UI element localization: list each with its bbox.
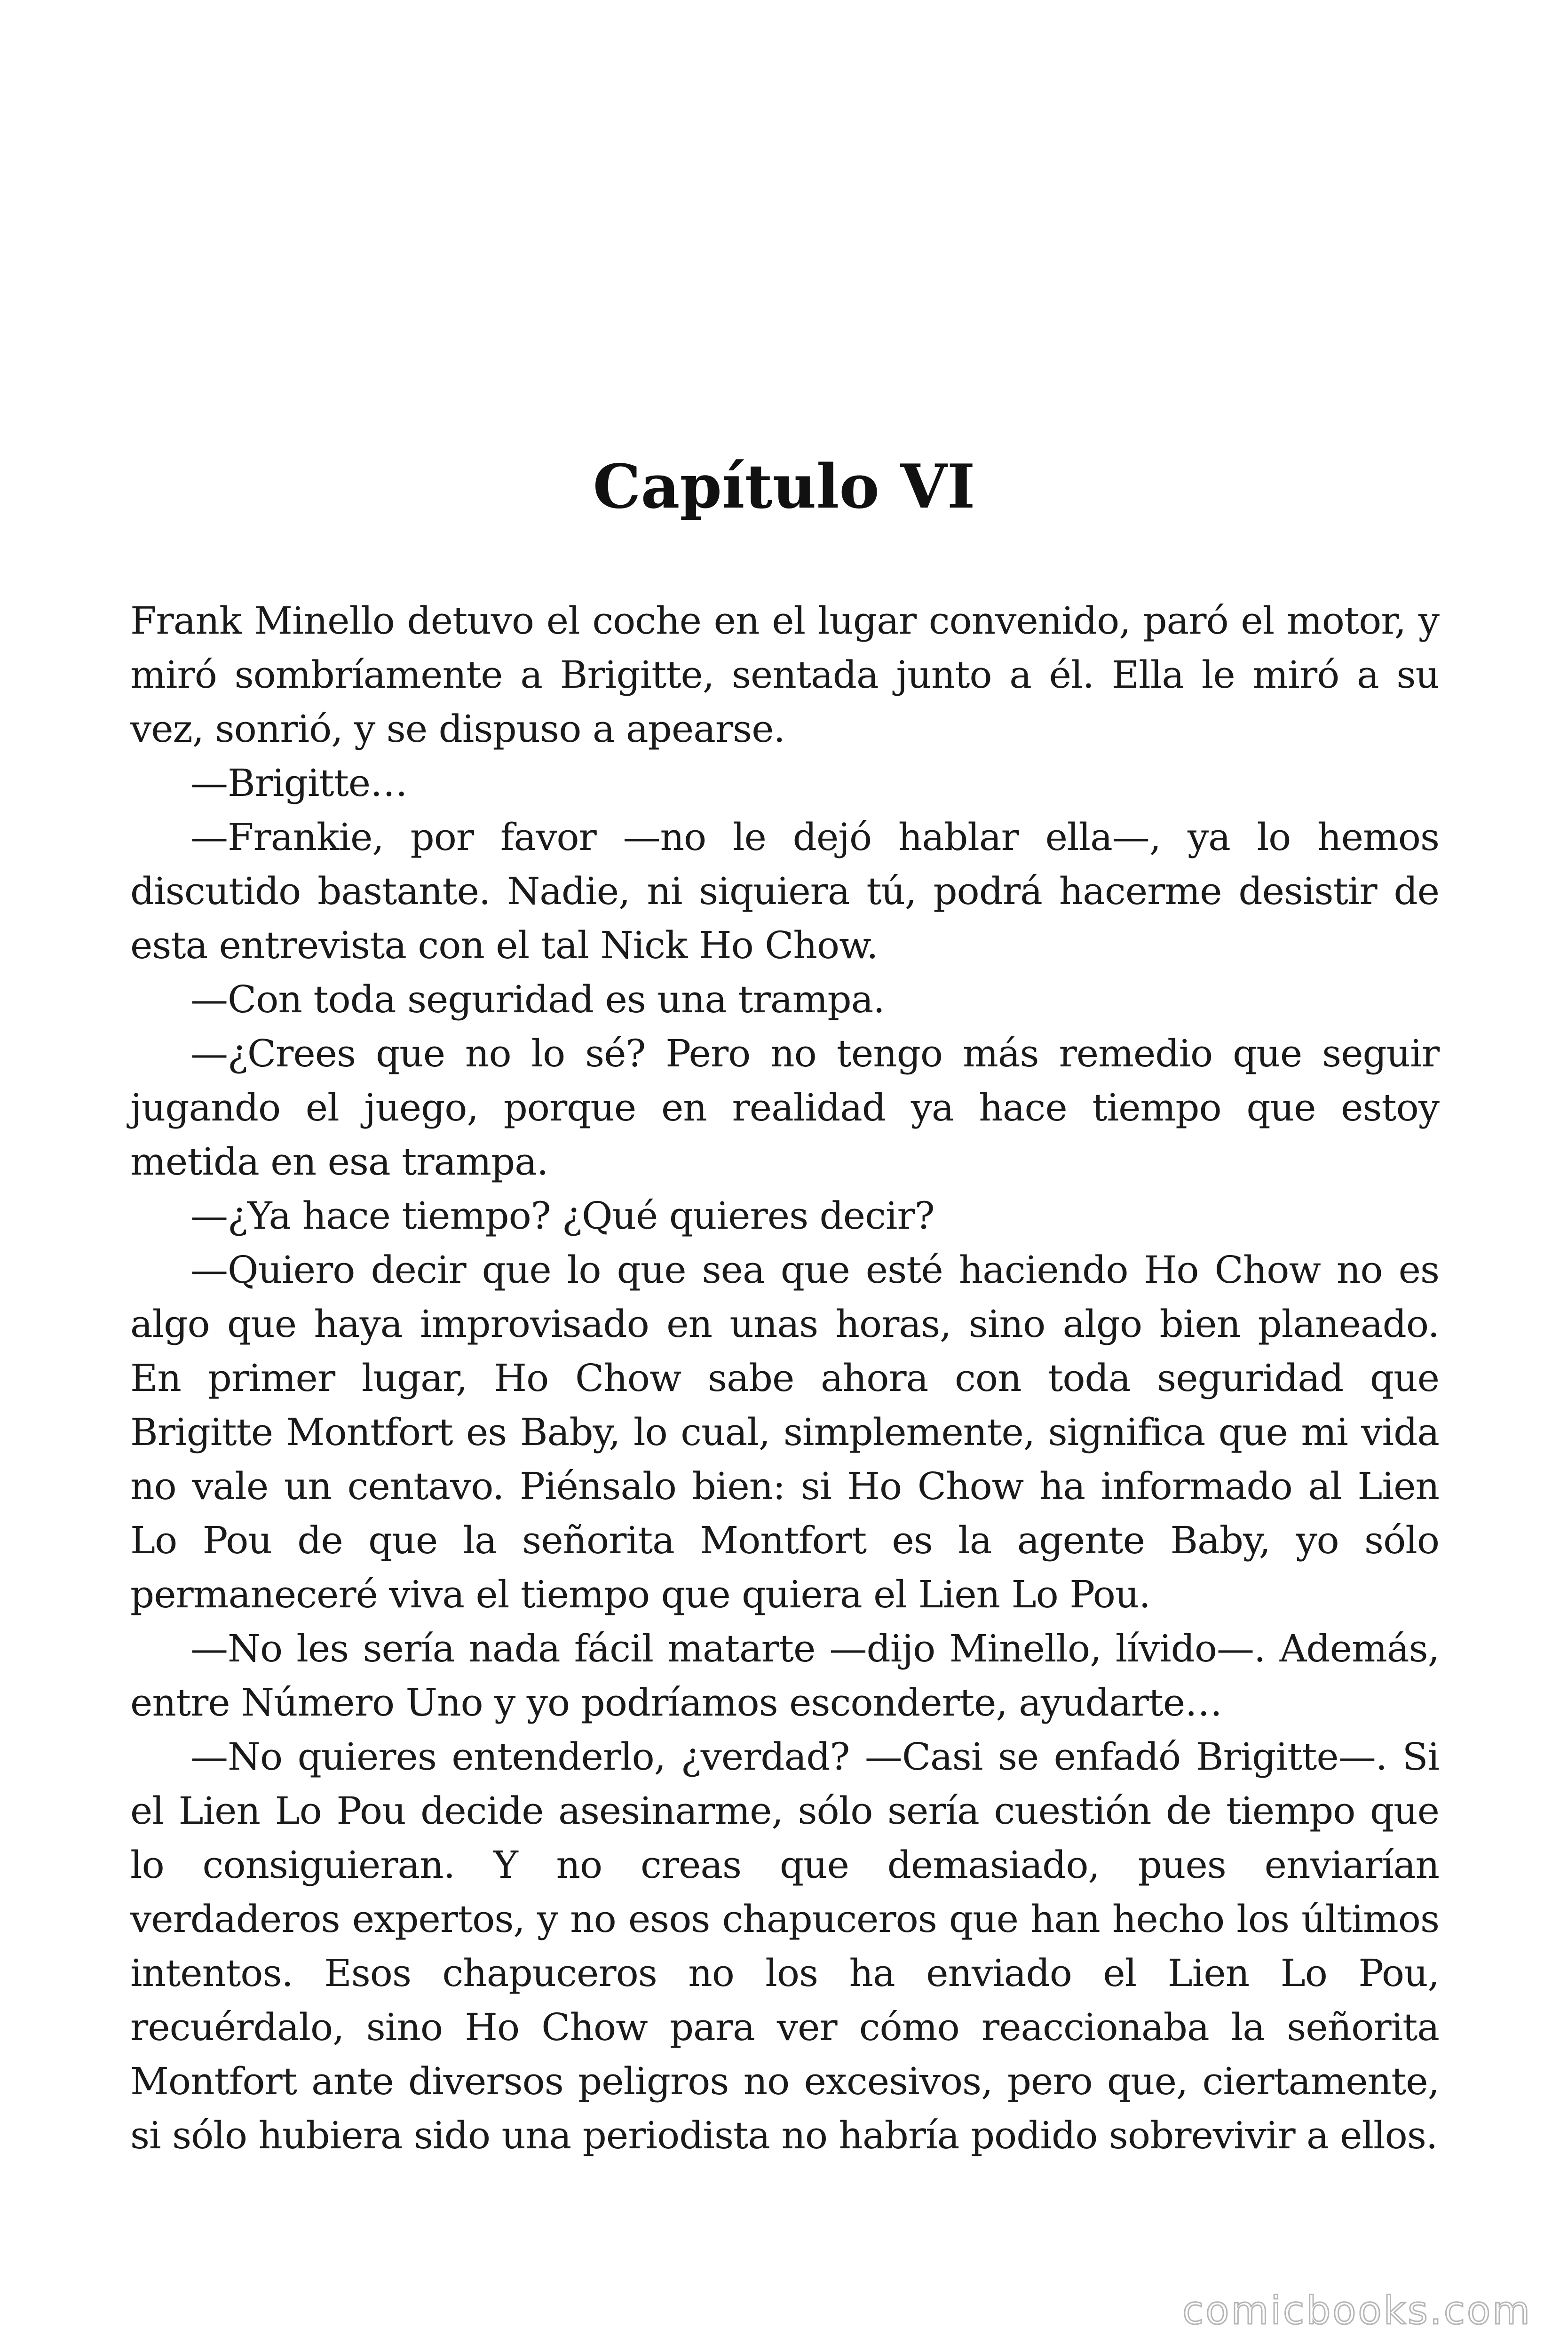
paragraph: —No les sería nada fácil matarte —dijo Minello, lívido—. Además, entre Número Uno y yo podríamos esconderte, ayudarte… [130, 1627, 1439, 1724]
paragraph: —Frankie, por favor —no le dejó hablar ella—, ya lo hemos discutido bastante. Nadie, ni siquiera tú, podrá hacerme desistir de esta entrevista con el tal Nick Ho Chow. [130, 815, 1439, 967]
site-watermark: comicbooks.com [1182, 2288, 1532, 2333]
chapter-title: Capítulo VI [593, 452, 975, 522]
chapter-body [130, 594, 1439, 2162]
paragraph: —Quiero decir que lo que sea que esté haciendo Ho Chow no es algo que haya improvisado en unas horas, sino algo bien planeado. En primer lugar, Ho Chow sabe ahora con toda seguridad que Brigitte Montfort es Baby, lo cual, simplemente, significa que mi vida no vale un centavo. Piénsalo bien: si Ho Chow ha informado al Lien Lo Pou de que la señorita Montfort es la agente Baby, yo sólo permaneceré viva el tiempo que quiera el Lien Lo Pou. [130, 1248, 1439, 1616]
paragraph: —¿Crees que no lo sé? Pero no tengo más remedio que seguir jugando el juego, porque en realidad ya hace tiempo que estoy metida en esa trampa. [130, 1032, 1439, 1184]
paragraph: —Brigitte… [190, 761, 408, 805]
paragraph: —Con toda seguridad es una trampa. [190, 977, 885, 1021]
paragraph: —¿Ya hace tiempo? ¿Qué quieres decir? [190, 1194, 934, 1238]
paragraph: Frank Minello detuvo el coche en el lugar convenido, paró el motor, y miró sombríamente a Brigitte, sentada junto a él. Ella le miró a su vez, sonrió, y se dispuso a apearse. [130, 599, 1439, 751]
paragraph: —No quieres entenderlo, ¿verdad? —Casi se enfadó Brigitte—. Si el Lien Lo Pou decide asesinarme, sólo sería cuestión de tiempo que lo consiguieran. Y no creas que demasiado, pues enviarían verdaderos expertos, y no esos chapuceros que han hecho los últimos intentos. Esos chapuceros no los ha enviado el Lien Lo Pou, recuérdalo, sino Ho Chow para ver cómo reaccionaba la señorita Montfort ante diversos peligros no excesivos, pero que, ciertamente, si sólo hubiera sido una periodista no habría podido sobrevivir a ellos. [130, 1735, 1439, 2157]
